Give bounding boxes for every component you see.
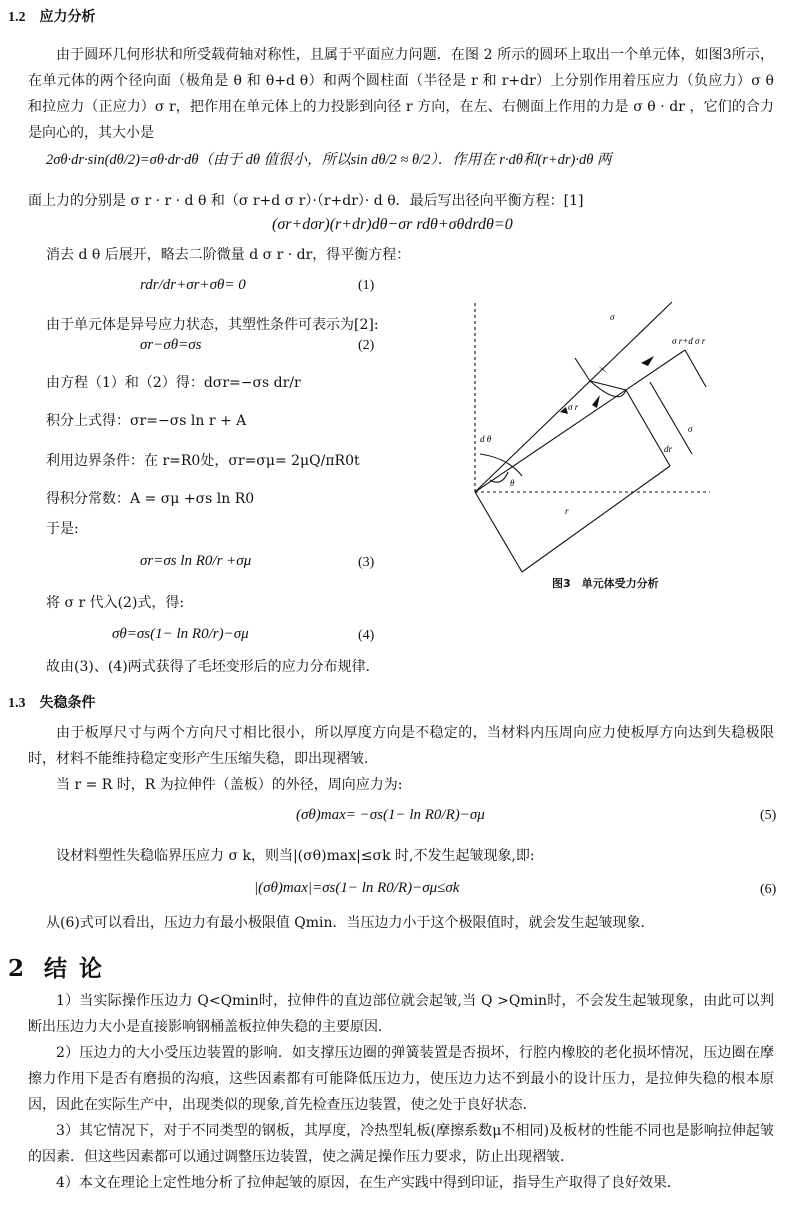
paragraph: 消去 d θ 后展开，略去二阶微量 d σ r · dr，得平衡方程： (46, 247, 411, 263)
fig-label-r: r (565, 506, 569, 516)
text-line: 于是: (46, 521, 79, 537)
equation-3: σr=σs ln R0/r +σμ (140, 553, 252, 569)
equation-number: (2) (358, 338, 375, 353)
text-line: 利用边界条件：在 r=R0处，σr=σμ= 2μQ/πR0t (46, 453, 360, 469)
equation-6: |(σθ)max|=σs(1− ln R0/R)−σμ≤σk (254, 880, 460, 896)
section-title: 失稳条件 (39, 695, 96, 711)
section-number: 1.3 (8, 696, 26, 711)
equation-sin-approx: 2σθ·dr·sin(dθ/2)=σθ·dr·dθ（由于 dθ 值很小，所以sin dθ/2 ≈ θ/2）．作用在 r·dθ和(r+dr)·dθ 两 (46, 152, 612, 168)
fig-label-sigma-right: σ (688, 424, 693, 434)
figure-3-element-diagram (440, 262, 740, 582)
fig-label-dr: dr (664, 444, 673, 454)
section-title: 结 论 (44, 955, 105, 982)
fig-label-theta: θ (510, 478, 515, 488)
section-number: 1.2 (8, 10, 26, 25)
section-1-2-heading (8, 6, 96, 26)
conclusion-item: 4）本文在理论上定性地分析了拉伸起皱的原因，在生产实践中得到印证，指导生产取得了良好效果． (56, 1175, 681, 1191)
equation-2: σr−σθ=σs (140, 337, 202, 353)
equation-number: (6) (760, 882, 777, 897)
paragraph: 面上力的分别是 σ r · r · d θ 和（σ r+d σ r）·（r+dr）· d θ．最后写出径向平衡方程：[1] (28, 193, 584, 209)
section-title: 应力分析 (39, 9, 96, 25)
paragraph: 由于板厚尺寸与两个方向尺寸相比很小，所以厚度方向是不稳定的，当材料内压周向应力使板厚方向达到失稳极限时，材料不能维持稳定变形产生压缩失稳，即出现褶皱． (28, 725, 774, 767)
conclusion-item: 2）压边力的大小受压边装置的影响．如支撑压边圈的弹簧装置是否损坏，行腔内橡胶的老化损坏情况，压边圈在摩擦力作用下是否有磨损的沟痕，这些因素都有可能降低压边力，使压边力达不到最小的设计压力，是拉伸失稳的根本原因，因此在实际生产中，出现类似的现象,首先检查压边装置，使之处于良好状态． (28, 1045, 774, 1113)
conclusion-item: 1）当实际操作压边力 Q<Qmin时，拉伸件的直边部位就会起皱,当 Q >Qmin时，不会发生起皱现象，由此可以判断出压边力大小是直接影响钢桶盖板拉伸失稳的主要原因． (28, 993, 774, 1035)
equation-number: (1) (358, 278, 375, 293)
fig-label-sigma-top: σ (610, 312, 615, 322)
equation-number: (4) (358, 628, 375, 643)
text-line: 得积分常数：A = σμ +σs ln R0 (46, 491, 255, 507)
fig-label-sigma-r-plus-d-sigma-r: σ r+d σ r (672, 336, 706, 346)
section-2-heading (8, 950, 104, 983)
equation-number: (3) (358, 555, 375, 570)
equation-1: rdr/dr+σr+σθ= 0 (140, 277, 246, 293)
paragraph: 从(6)式可以看出，压边力有最小极限值 Qmin．当压边力小于这个极限值时，就会发生起皱现象． (46, 915, 655, 931)
text-line: 积分上式得：σr=−σs ln r + A (46, 413, 247, 429)
equation-number: (5) (760, 808, 777, 823)
equation-5: (σθ)max= −σs(1− ln R0/R)−σμ (296, 807, 485, 823)
fig-label-d-theta: d θ (480, 434, 492, 444)
paragraph: 由于圆环几何形状和所受载荷轴对称性，且属于平面应力问题．在图 2 所示的圆环上取出一个单元体，如图3所示，在单元体的两个径向面（极角是 θ 和 θ+d θ）和两个圆柱面（半径是 r 和 r+dr）上分别作用着压应力（负应力）σ θ 和拉应力（正应力）σ r，把作用在单元体上的力投影到向径 r 方向，在左、右侧面上作用的力是 σ θ · dr ，它们的合力是向心的，其大小是 (28, 47, 774, 141)
paragraph: 当 r = R 时，R 为拉伸件（盖板）的外径，周向应力为: (56, 777, 403, 793)
paragraph: 由于单元体是异号应力状态，其塑性条件可表示为[2]: (46, 317, 379, 333)
equation-radial-equilibrium: (σr+dσr)(r+dr)dθ−σr rdθ+σθdrdθ=0 (272, 216, 513, 233)
section-number: 2 (8, 955, 27, 982)
conclusion-item: 3）其它情况下，对于不同类型的钢板，其厚度，冷热型轧板(摩擦系数μ不相同)及板材的性能不同也是影响拉伸起皱的因素．但这些因素都可以通过调整压边装置，使之满足操作压力要求，防止出现褶皱． (28, 1123, 774, 1165)
equation-4: σθ=σs(1− ln R0/r)−σμ (112, 626, 249, 642)
text-line: 将 σ r 代入(2)式，得: (46, 595, 185, 611)
text-line: 由方程（1）和（2）得：dσr=−σs dr/r (46, 375, 301, 391)
figure-caption: 图3 单元体受力分析 (552, 577, 659, 590)
paragraph: 设材料塑性失稳临界压应力 σ k，则当|(σθ)max|≤σk 时,不发生起皱现象,即: (56, 848, 535, 864)
fig-label-sigma-r: σ r (568, 402, 579, 412)
section-1-3-heading (8, 692, 96, 712)
text-line: 故由(3)、(4)两式获得了毛坯变形后的应力分布规律． (46, 659, 380, 675)
